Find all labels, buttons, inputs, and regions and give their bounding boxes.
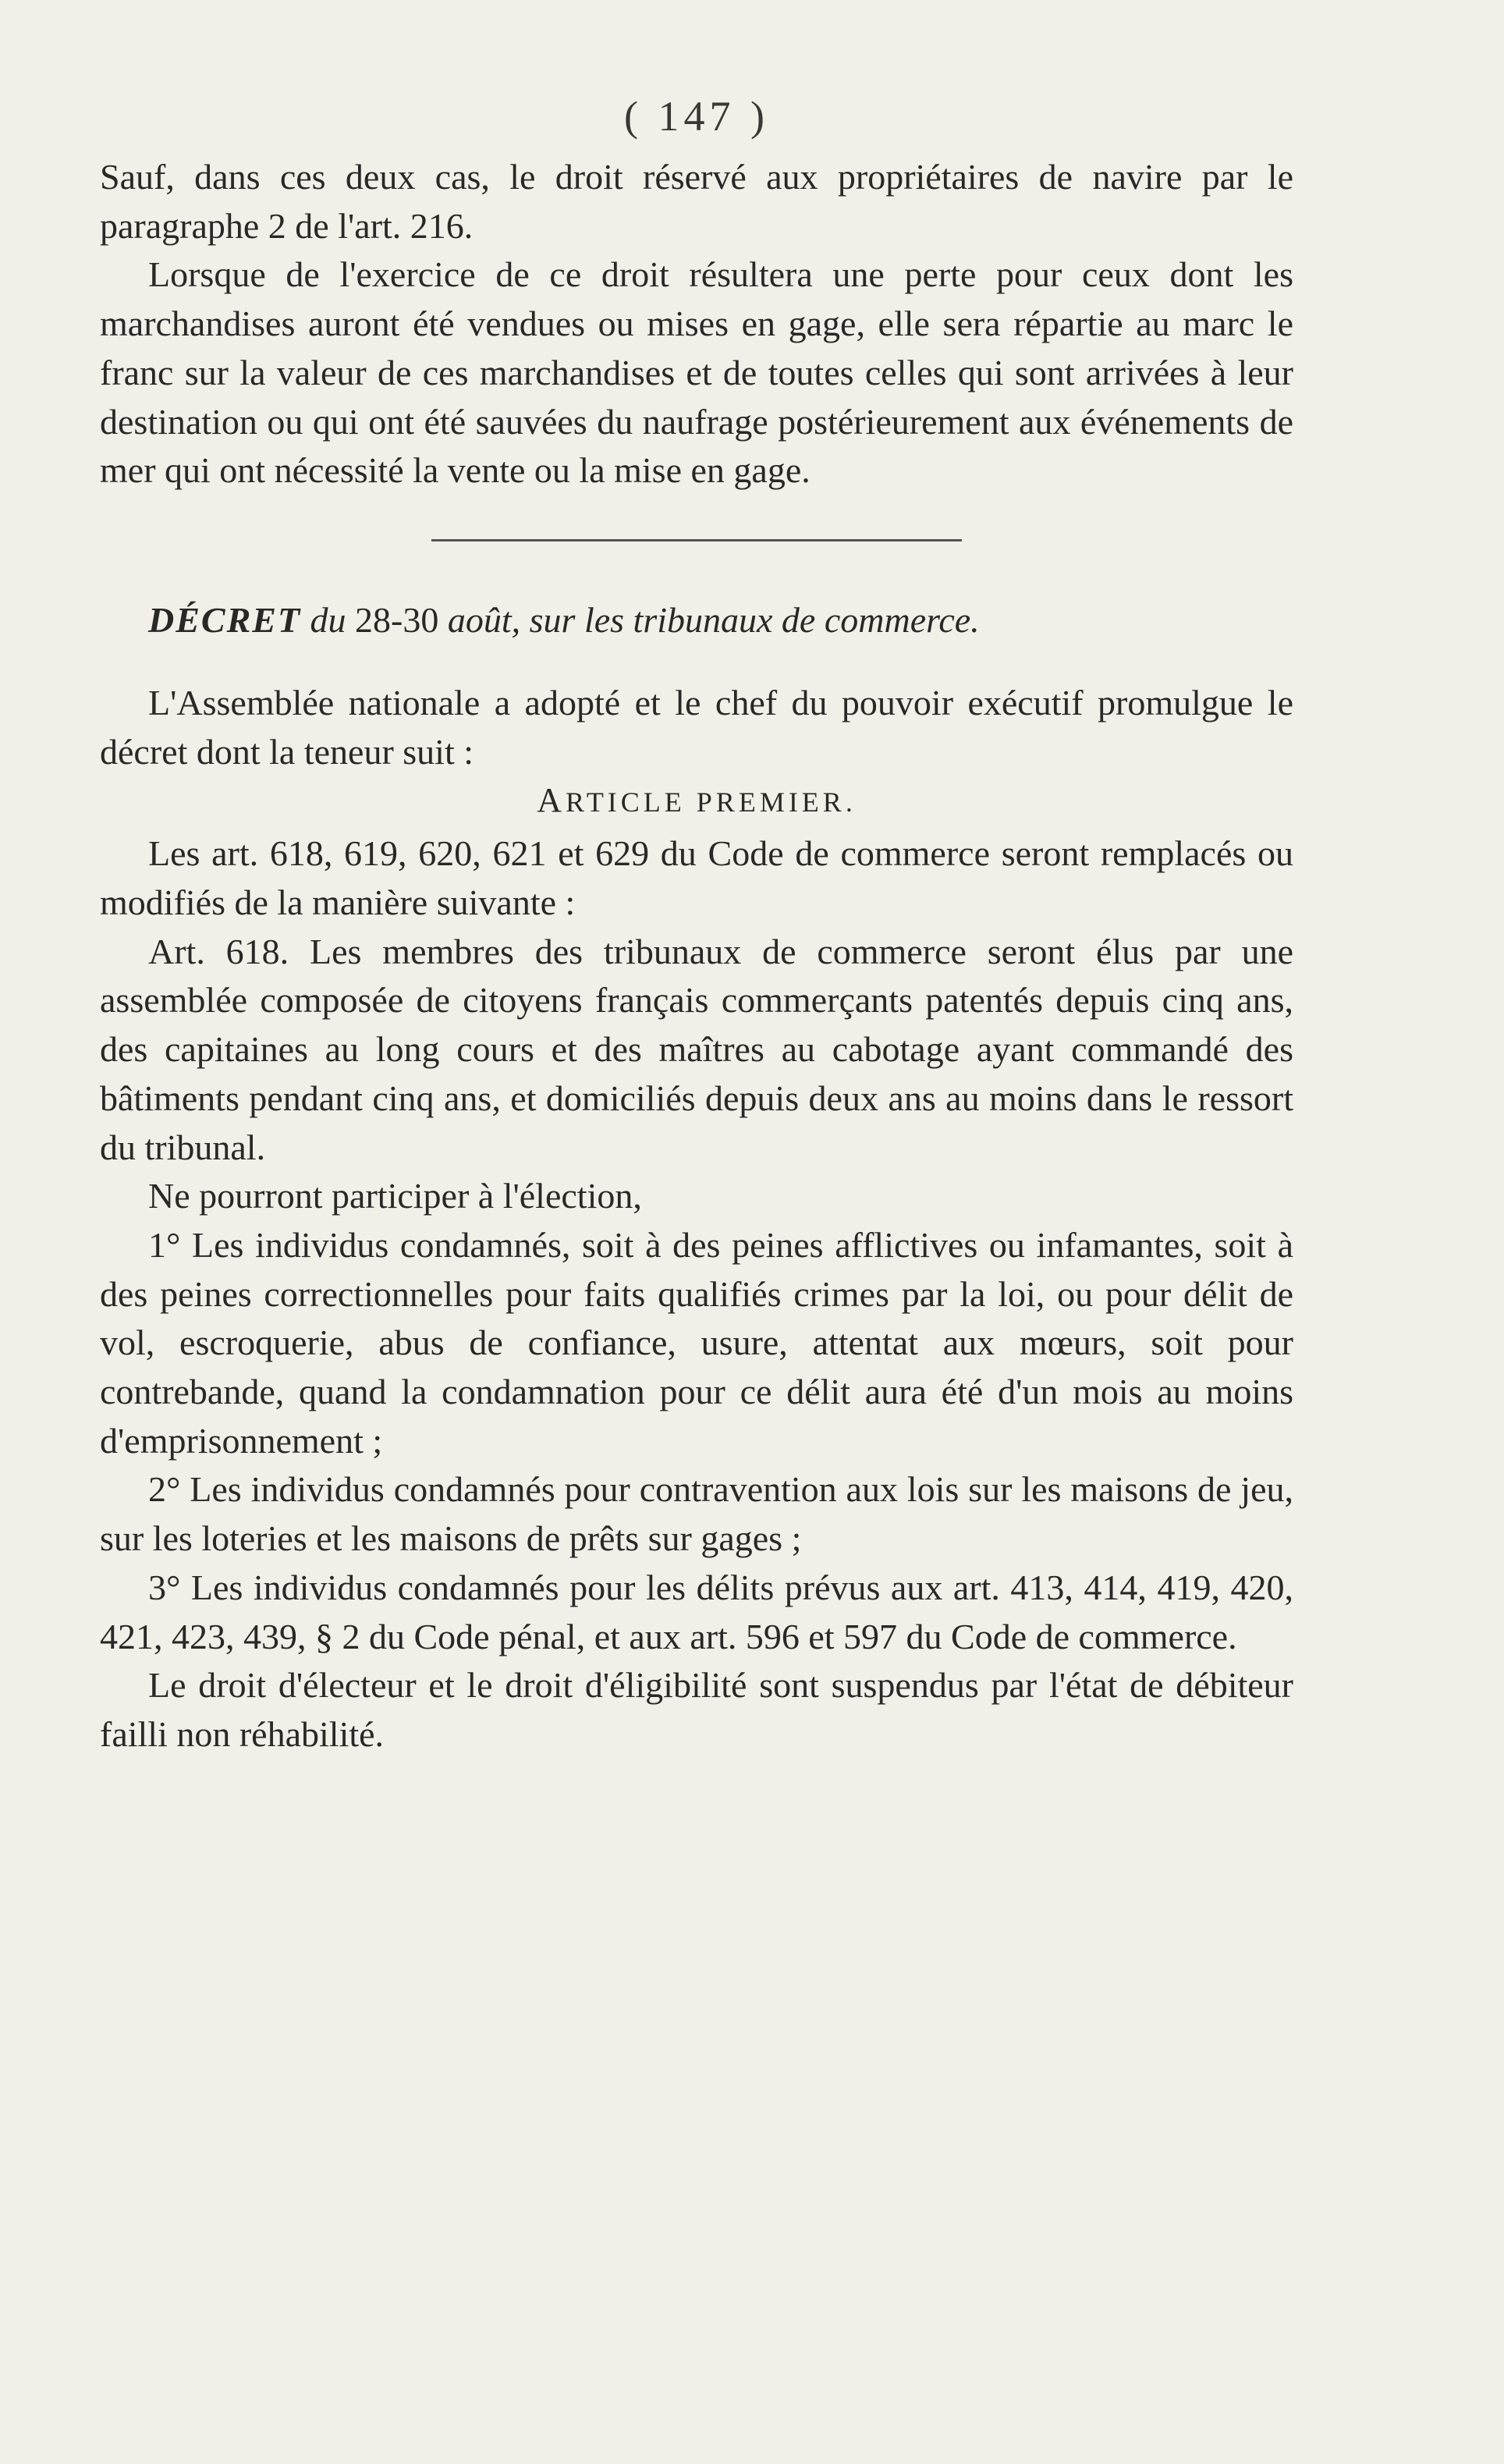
decree-title-rest: août, sur les tribunaux de commerce. [447,599,980,640]
article-heading [100,776,1293,826]
page-number: ( 147 ) [624,93,769,140]
paragraph-droit-electeur: Le droit d'électeur et le droit d'éligibilité sont suspendus par l'état de débiteur failli non réhabilité. [100,1665,1293,1754]
decree-title [100,596,1293,644]
paragraph-perte: Lorsque de l'exercice de ce droit résultera une perte pour ceux dont les marchandises auront été vendues ou mises en gage, elle sera répartie au marc le franc sur la valeur de ces marchandises et de toutes celles qui sont arrivées à leur destination ou qui ont été sauvées du naufrage postérieurement aux événements de mer qui ont nécessité la vente ou la mise en gage. [100,254,1293,491]
article-heading-initial: A [537,781,566,820]
section-divider [431,539,962,541]
paragraph-item-1: 1° Les individus condamnés, soit à des peines afflictives ou infamantes, soit à des peines correctionnelles pour faits qualifiés crimes par la loi, ou pour délit de vol, escroquerie, abus de confiance, usure, attentat aux mœurs, soit pour contrebande, quand la condamnation pour ce délit aura été d'un mois au moins d'emprisonnement ; [100,1224,1293,1461]
paragraph-item-2: 2° Les individus condamnés pour contravention aux lois sur les maisons de jeu, sur les loteries et les maisons de prêts sur gages ; [100,1469,1293,1559]
paragraph-sauf: Sauf, dans ces deux cas, le droit réservé aux propriétaires de navire par le paragraphe 2 de l'art. 216. [100,157,1293,246]
decree-title-du: du [310,599,346,640]
decree-title-caps: DÉCRET [148,599,302,640]
decree-title-dates: 28-30 [355,599,439,640]
paragraph-art-618: Art. 618. Les membres des tribunaux de commerce seront élus par une assemblée composée de citoyens français commerçants patentés depuis cinq ans, des capitaines au long cours et des maîtres au cabotage ayant commandé des bâtiments pendant cinq ans, et domiciliés depuis deux ans au moins dans le ressort du tribunal. [100,931,1293,1167]
decree-preamble: L'Assemblée nationale a adopté et le chef du pouvoir exécutif promulgue le décret dont la teneur suit : [100,682,1293,772]
paragraph-ne-pourront: Ne pourront participer à l'élection, [148,1176,642,1216]
article-heading-rest: RTICLE PREMIER. [565,786,857,818]
paragraph-item-3: 3° Les individus condamnés pour les délits prévus aux art. 413, 414, 419, 420, 421, 423, 439, § 2 du Code pénal, et aux art. 596 et 597 du Code de commerce. [100,1567,1293,1656]
document-page [100,92,1293,1759]
paragraph-articles-replaced: Les art. 618, 619, 620, 621 et 629 du Code de commerce seront remplacés ou modifiés de la manière suivante : [100,833,1293,923]
